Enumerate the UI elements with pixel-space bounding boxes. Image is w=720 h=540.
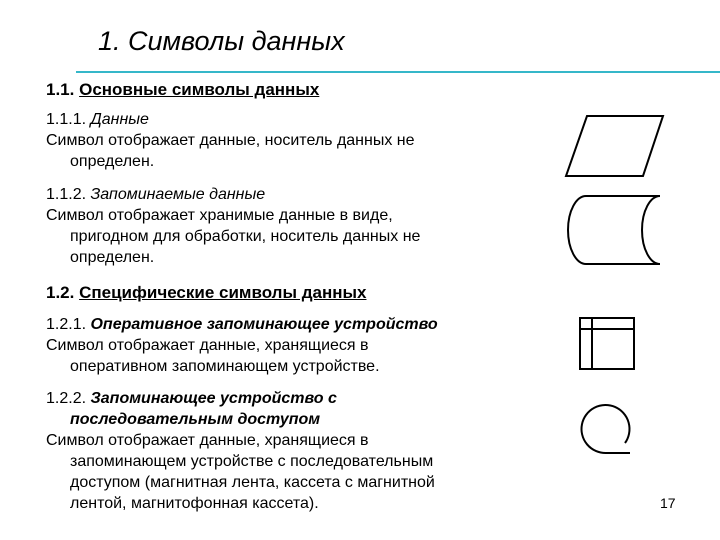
item-title: последовательным доступом (70, 411, 321, 428)
item-number: 1.2.2. (46, 390, 87, 407)
item-description: Символ отображает хранимые данные в виде, (46, 207, 393, 224)
section-number: 1.1. (46, 80, 75, 99)
item-description: лентой, магнитофонная кассета). (70, 495, 319, 512)
item-heading-1-2-2 (46, 389, 337, 409)
item-title: Данные (90, 111, 149, 128)
sequential-access-storage-icon (576, 402, 636, 458)
internal-storage-icon (576, 314, 640, 374)
title-divider (76, 71, 720, 73)
stored-data-icon (558, 190, 666, 270)
item-title: Запоминающее устройство с (90, 390, 337, 407)
item-description: Символ отображает данные, хранящиеся в (46, 337, 369, 354)
section-heading-text: Специфические символы данных (79, 283, 367, 302)
section-heading-text: Основные символы данных (79, 80, 320, 99)
item-description: оперативном запоминающем устройстве. (70, 358, 380, 375)
item-heading-1-1-2 (46, 185, 265, 205)
item-heading-1-2-1 (46, 315, 438, 335)
item-description: запоминающем устройстве с последовательным (70, 453, 434, 470)
item-description: пригодном для обработки, носитель данных не (70, 228, 421, 245)
item-description: определен. (70, 249, 155, 266)
page-number: 17 (660, 495, 676, 511)
item-number: 1.2.1. (46, 316, 87, 333)
item-number: 1.1.2. (46, 186, 87, 203)
item-title: Запоминаемые данные (90, 186, 266, 203)
item-title: Оперативное запоминающее устройство (90, 316, 438, 333)
section-heading-1-2 (46, 283, 366, 303)
item-description: доступом (магнитная лента, кассета с магнитной (70, 474, 435, 491)
item-description: Символ отображает данные, носитель данных не (46, 132, 415, 149)
item-heading-1-1-1 (46, 110, 149, 130)
item-title-continued (46, 410, 320, 430)
section-number: 1.2. (46, 283, 75, 302)
page-title: 1. Символы данных (98, 26, 345, 56)
section-heading-1-1 (46, 80, 319, 100)
item-description: определен. (70, 153, 155, 170)
item-description: Символ отображает данные, хранящиеся в (46, 432, 369, 449)
parallelogram-icon (560, 110, 670, 182)
item-number: 1.1.1. (46, 111, 87, 128)
